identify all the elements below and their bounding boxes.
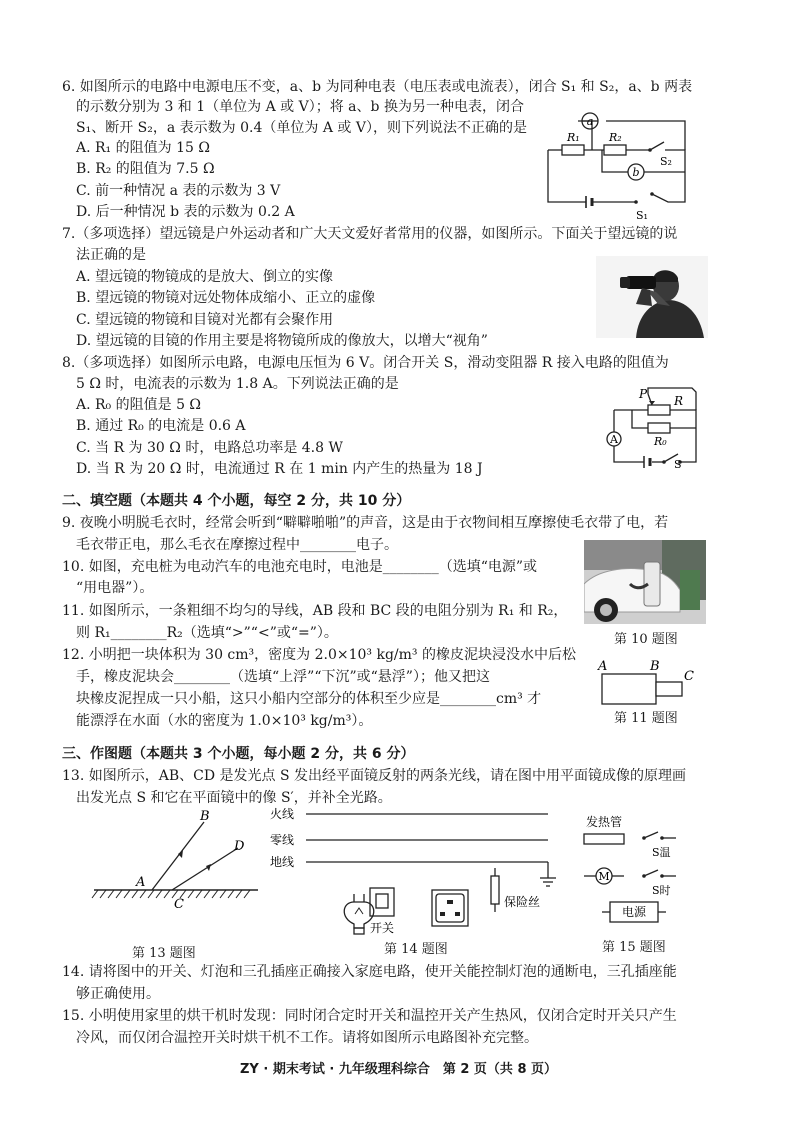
q8-ammeter-label: A <box>610 433 618 446</box>
q7-option-b: B. 望远镜的物镜对远处物体成缩小、正立的虚像 <box>76 290 376 306</box>
q12-line1: 12. 小明把一块体积为 30 cm³，密度为 2.0×10³ kg/m³ 的橡皮泥块浸没水中后松 <box>62 647 576 663</box>
section2-heading: 二、填空题（本题共 4 个小题，每空 2 分，共 10 分） <box>62 493 411 509</box>
section3-heading: 三、作图题（本题共 3 个小题，每小题 2 分，共 6 分） <box>62 746 415 762</box>
q12-line4: 能漂浮在水面（水的密度为 1.0×10³ kg/m³）。 <box>76 713 373 729</box>
q6-meter-b-label: b <box>632 166 640 179</box>
q12-line2: 手，橡皮泥块会________（选填“上浮”“下沉”或“悬浮”）；他又把这 <box>76 669 490 685</box>
q6-stem-line3: S₁、断开 S₂，a 表示数为 0.4（单位为 A 或 V），则下列说法不正确的是 <box>76 120 527 136</box>
q14-household-circuit <box>270 806 570 942</box>
q14-figure-caption: 第 14 题图 <box>384 942 448 957</box>
q6-option-b: B. R₂ 的阻值为 7.5 Ω <box>76 161 215 177</box>
q8-option-b: B. 通过 R₀ 的电流是 0.6 A <box>76 418 246 434</box>
q8-slider-p-label: P <box>639 387 648 401</box>
q13-mirror-diagram <box>90 810 262 916</box>
q13-line2: 出发光点 S 和它在平面镜中的像 S′，并补全光路。 <box>76 790 392 806</box>
page-footer: ZY · 期末考试 · 九年级理科综合 第 2 页（共 8 页） <box>240 1062 558 1077</box>
q15-line1: 15. 小明使用家里的烘干机时发现：同时闭合定时开关和温控开关产生热风，仅闭合定时开关只产生 <box>62 1008 677 1024</box>
q6-s1-label: S₁ <box>636 209 648 222</box>
q15-figure-caption: 第 15 题图 <box>602 940 666 955</box>
q14-switch-label: 开关 <box>370 921 395 935</box>
q14-line2: 够正确使用。 <box>76 986 160 1002</box>
q8-r0-label: R₀ <box>654 435 667 448</box>
q14-fuse-label: 保险丝 <box>504 895 541 909</box>
q15-line2: 冷风，而仅闭合温控开关时烘干机不工作。请将如图所示电路图补充完整。 <box>76 1030 538 1046</box>
q15-dryer-circuit <box>582 812 694 932</box>
q8-option-a: A. R₀ 的阻值是 5 Ω <box>76 397 202 413</box>
q7-stem-line1: 7.（多项选择）望远镜是户外运动者和广大天文爱好者常用的仪器，如图所示。下面关于望远镜的说 <box>62 226 678 242</box>
q7-option-d: D. 望远镜的目镜的作用主要是将物镜所成的像放大，以增大“视角” <box>76 333 488 349</box>
q13-point-b: B <box>200 810 210 824</box>
q10-figure-caption: 第 10 题图 <box>614 632 678 647</box>
q11-wire-diagram <box>592 656 702 710</box>
q7-telescope-photo <box>596 256 708 338</box>
q6-stem-line2: 的示数分别为 3 和 1（单位为 A 或 V）；将 a、b 换为另一种电表，闭合 <box>76 99 524 115</box>
q6-meter-a-label: a <box>586 115 594 128</box>
q8-rheostat-r-label: R <box>674 394 684 408</box>
q6-s2-label: S₂ <box>660 155 672 168</box>
q10-charging-photo <box>584 540 706 624</box>
q15-power-label: 电源 <box>621 905 647 919</box>
q11-point-a: A <box>598 659 608 674</box>
q11-figure-caption: 第 11 题图 <box>614 711 678 726</box>
q8-stem-line1: 8.（多项选择）如图所示电路，电源电压恒为 6 V。闭合开关 S，滑动变阻器 R 接入电路的阻值为 <box>62 355 669 371</box>
q7-stem-line2: 法正确的是 <box>76 247 146 263</box>
q15-heater-label: 发热管 <box>586 815 623 829</box>
q14-ground-wire-label: 地线 <box>270 855 295 869</box>
q6-option-c: C. 前一种情况 a 表的示数为 3 V <box>76 183 281 199</box>
q13-point-c: C <box>174 897 184 912</box>
q11-point-c: C <box>684 669 694 684</box>
q12-line3: 块橡皮泥捏成一只小船，这只小船内空部分的体积至少应是________cm³ 才 <box>76 691 542 707</box>
q6-option-a: A. R₁ 的阻值为 15 Ω <box>76 140 210 156</box>
q8-stem-line2: 5 Ω 时，电流表的示数为 1.8 A。下列说法正确的是 <box>76 376 399 392</box>
q8-option-d: D. 当 R 为 20 Ω 时，电流通过 R 在 1 min 内产生的热量为 18 J <box>76 461 483 477</box>
q6-r1-label: R₁ <box>567 131 580 144</box>
q8-circuit-diagram <box>592 378 710 470</box>
q6-circuit-diagram <box>540 106 700 222</box>
q15-motor-label: M <box>598 870 610 883</box>
q7-option-a: A. 望远镜的物镜成的是放大、倒立的实像 <box>76 269 334 285</box>
q8-switch-s-label: S <box>674 458 682 470</box>
q11-line1: 11. 如图所示，一条粗细不均匀的导线，AB 段和 BC 段的电阻分别为 R₁ 和 R₂， <box>62 603 568 619</box>
q9-line2: 毛衣带正电，那么毛衣在摩擦过程中________电子。 <box>76 537 398 553</box>
q14-live-wire-label: 火线 <box>270 807 295 821</box>
q10-line1: 10. 如图，充电桩为电动汽车的电池充电时，电池是________（选填“电源”或 <box>62 559 538 575</box>
q6-r2-label: R₂ <box>609 131 622 144</box>
q13-line1: 13. 如图所示，AB、CD 是发光点 S 发出经平面镜反射的两条光线，请在图中用平面镜成像的原理画 <box>62 768 686 784</box>
q15-timer-switch-label: S时 <box>652 884 671 897</box>
q14-line1: 14. 请将图中的开关、灯泡和三孔插座正确接入家庭电路，使开关能控制灯泡的通断电，三孔插座能 <box>62 964 677 980</box>
q8-option-c: C. 当 R 为 30 Ω 时，电路总功率是 4.8 W <box>76 440 343 456</box>
q13-point-a: A <box>136 875 146 890</box>
q7-option-c: C. 望远镜的物镜和目镜对光都有会聚作用 <box>76 312 334 328</box>
q11-line2: 则 R₁________R₂（选填“>”“<”或“=”）。 <box>76 625 338 641</box>
q15-temp-switch-label: S温 <box>652 846 671 859</box>
q6-option-d: D. 后一种情况 b 表的示数为 0.2 A <box>76 204 295 220</box>
q13-point-d: D <box>234 839 245 854</box>
q11-point-b: B <box>650 659 660 674</box>
q14-neutral-wire-label: 零线 <box>270 833 295 847</box>
q9-line1: 9. 夜晚小明脱毛衣时，经常会听到“噼噼啪啪”的声音，这是由于衣物间相互摩擦使毛衣带了电，若 <box>62 515 669 531</box>
q13-figure-caption: 第 13 题图 <box>132 946 196 961</box>
q10-line2: “用电器”）。 <box>76 580 154 596</box>
q6-stem-line1: 6. 如图所示的电路中电源电压不变，a、b 为同种电表（电压表或电流表），闭合 S₁ 和 S₂，a、b 两表 <box>62 79 693 95</box>
